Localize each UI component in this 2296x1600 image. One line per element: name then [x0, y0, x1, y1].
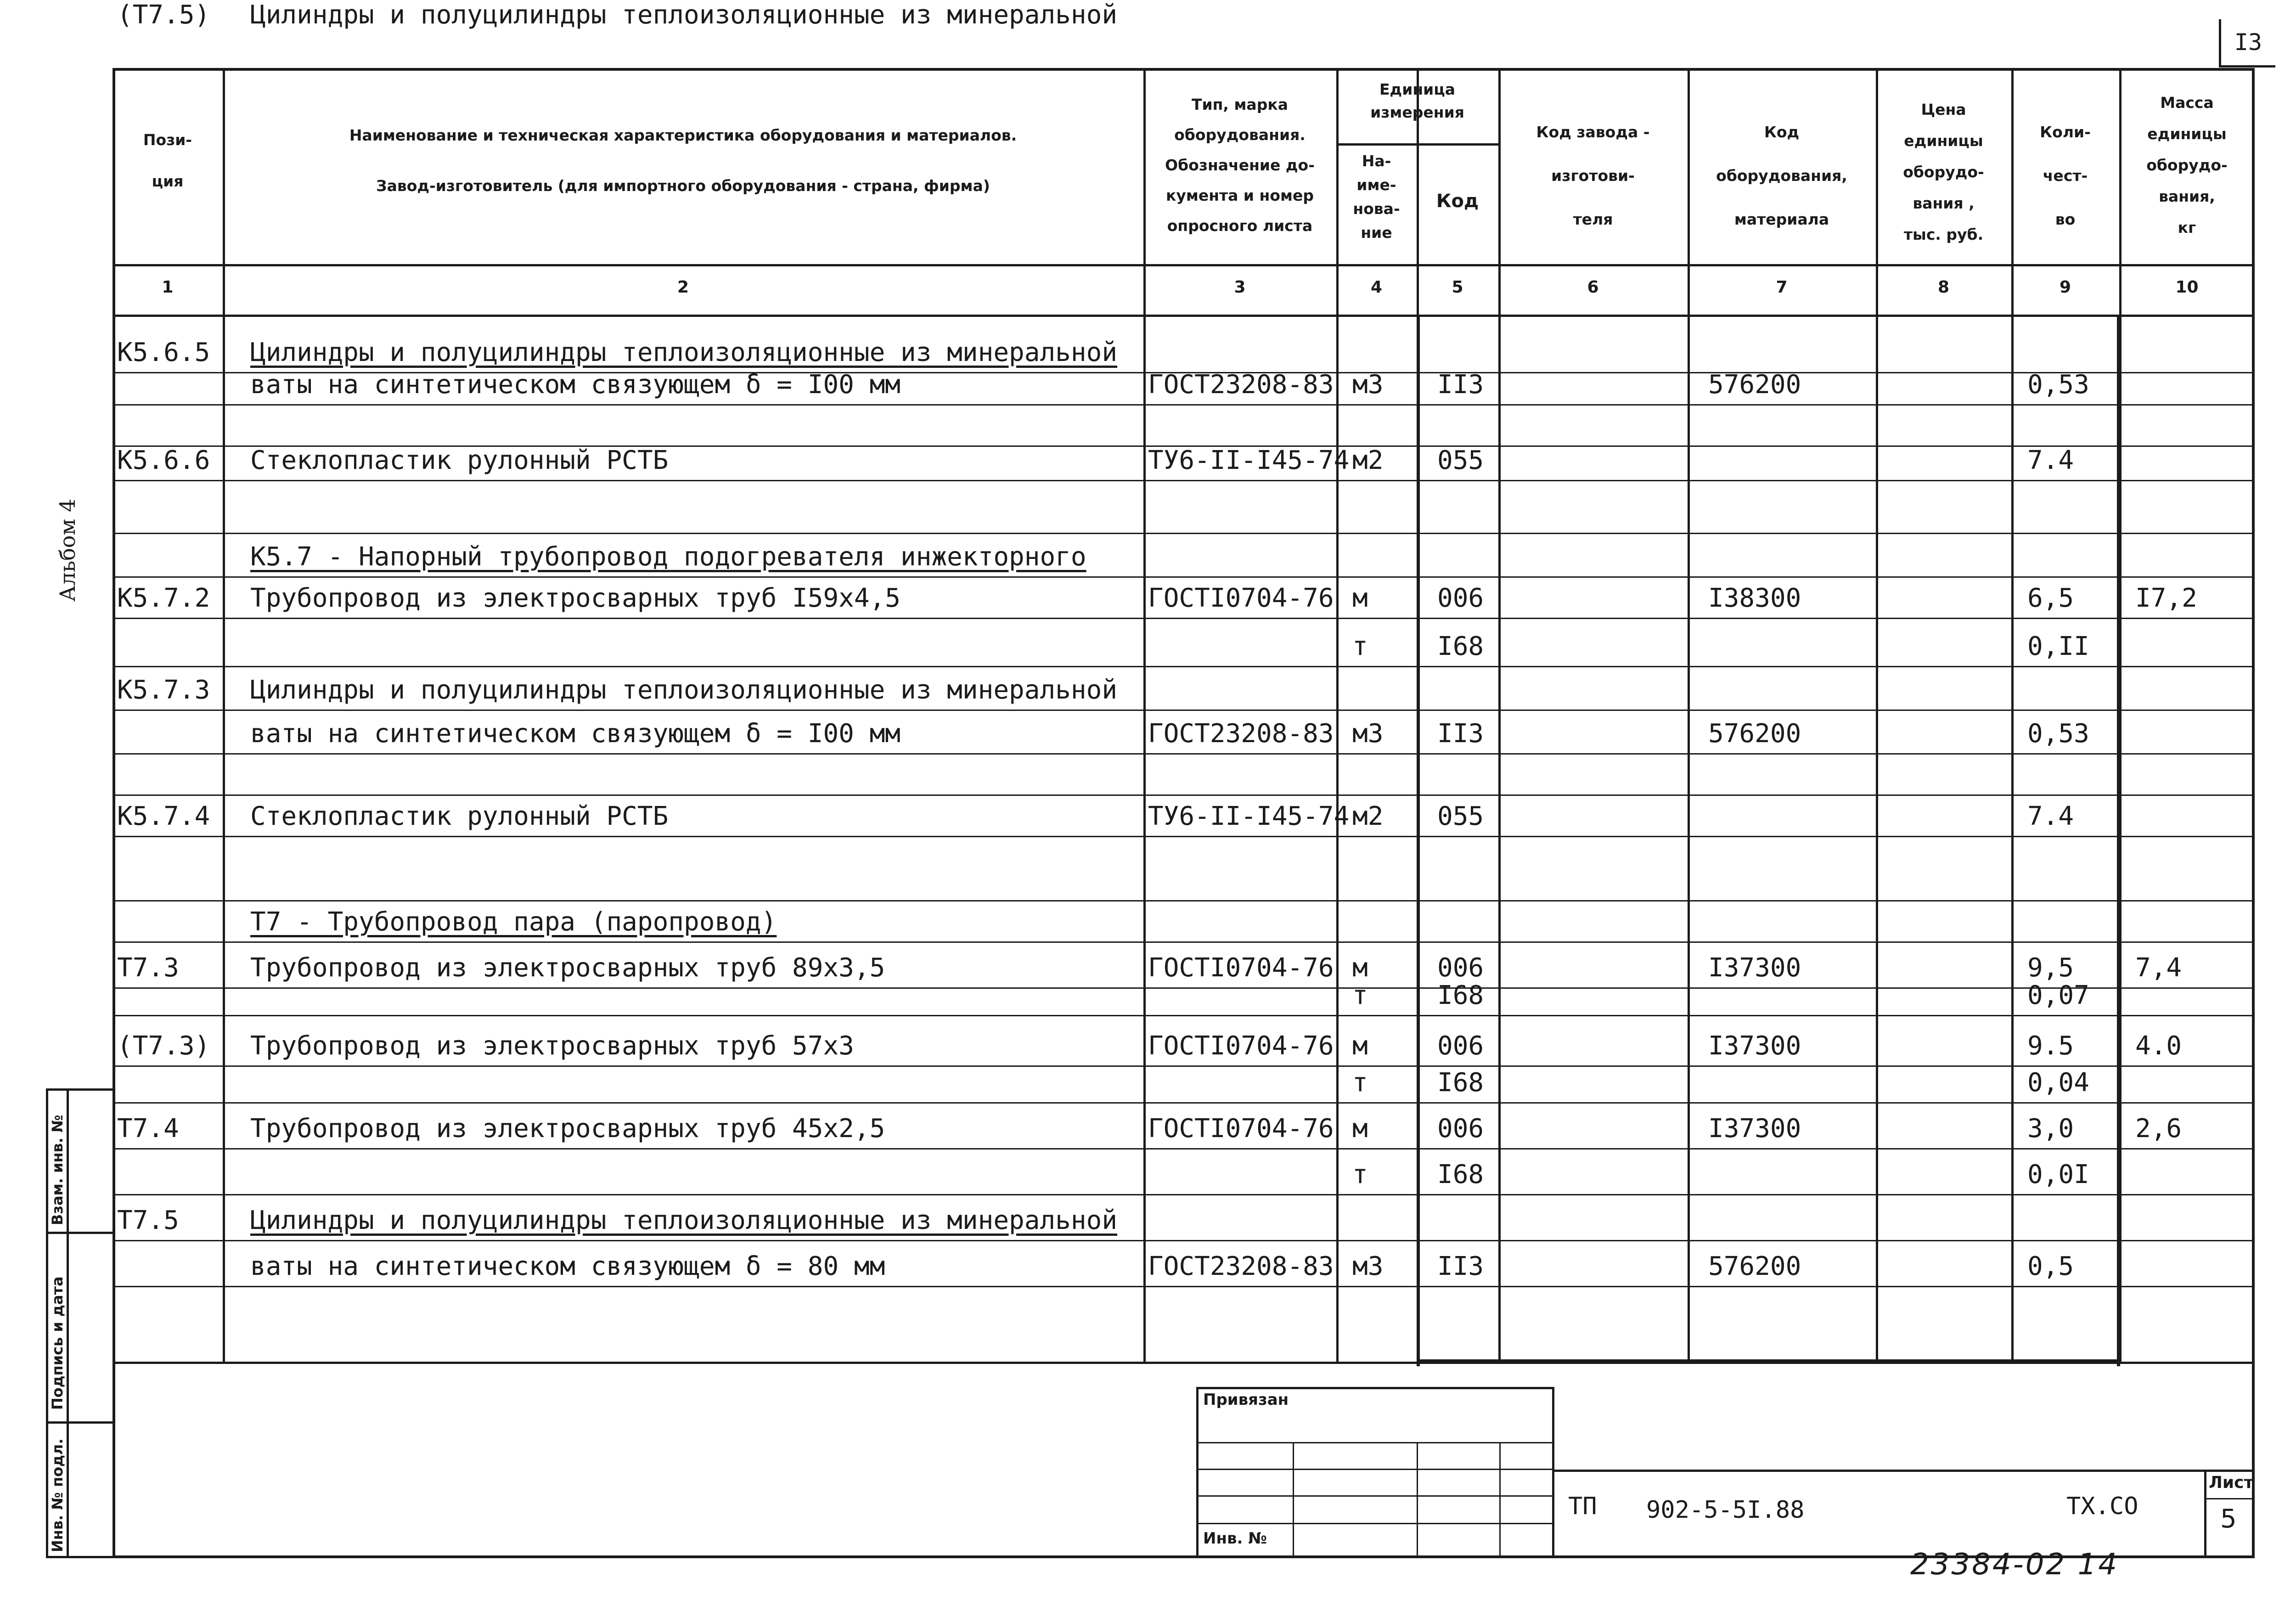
qty-cell: 0,0I	[2027, 1160, 2089, 1189]
column-number: 3	[1234, 278, 1246, 297]
row-divider	[113, 480, 2255, 481]
name-cell: Цилиндры и полуцилиндры теплоизоляционные из минеральной	[250, 0, 1118, 30]
code-cell: 055	[1437, 801, 1484, 831]
unit-cell: т	[1352, 980, 1368, 1010]
column-divider	[1143, 68, 1146, 1362]
code-cell: I68	[1437, 1160, 1484, 1189]
code-cell: II3	[1437, 370, 1484, 400]
header-price-line: единицы	[1904, 132, 1983, 150]
row-divider	[113, 987, 2255, 989]
column-divider	[1876, 68, 1878, 1362]
header-factory-line: Код завода -	[1536, 123, 1650, 141]
name-cell: ваты на синтетическом связующем δ = I00 мм	[250, 370, 901, 400]
name-cell: Стеклопластик рулонный РСТБ	[250, 801, 669, 831]
name-cell: Т7 - Трубопровод пара (паропровод)	[250, 907, 777, 937]
row-divider	[113, 710, 2255, 711]
bound-label: Привязан	[1203, 1391, 1289, 1409]
name-cell: Трубопровод из электросварных труб 45x2,5	[250, 1114, 885, 1144]
header-mass-line: оборудо-	[2146, 156, 2228, 174]
header-price-line: тыс. руб.	[1903, 225, 1984, 243]
mass-cell: I7,2	[2135, 583, 2197, 613]
header-type-line: Тип, марка	[1192, 96, 1288, 113]
header-factory	[1498, 110, 1688, 241]
block-border	[2117, 317, 2120, 1366]
header-price-line: оборудо-	[1903, 163, 1984, 181]
header-unit-group-line: Единица	[1379, 80, 1455, 98]
name-cell: Цилиндры и полуцилиндры теплоизоляционные из минеральной	[250, 675, 1118, 705]
qty-cell: 6,5	[2027, 583, 2074, 613]
row-divider	[113, 666, 2255, 667]
header-type-line: Обозначение до-	[1165, 156, 1315, 174]
header-name-line: Наименование и техническая характеристика оборудования и материалов.	[349, 126, 1017, 144]
position-cell: К5.6.6	[117, 445, 210, 475]
name-cell: Трубопровод из электросварных труб I59x4,5	[250, 583, 901, 613]
qty-cell: 9.5	[2027, 1031, 2074, 1061]
header-qty-line: Коли-	[2040, 123, 2091, 141]
code-cell: 006	[1437, 1114, 1484, 1144]
row-divider	[113, 1015, 2255, 1016]
type-cell: ГОСТ23208-83	[1148, 719, 1334, 749]
sheet-number: I3	[2219, 19, 2275, 68]
position-cell: К5.7.3	[117, 675, 210, 705]
equip-code-cell: I37300	[1708, 1031, 1801, 1061]
equip-code-cell: I37300	[1708, 1114, 1801, 1144]
row-divider	[113, 753, 2255, 755]
header-divider	[113, 264, 2255, 266]
code-cell: 006	[1437, 583, 1484, 613]
column-divider	[2011, 68, 2014, 1362]
mass-cell: 4.0	[2135, 1031, 2182, 1061]
header-type-line: оборудования.	[1174, 126, 1306, 144]
unit-cell: м3	[1352, 1251, 1384, 1281]
unit-cell: м2	[1352, 801, 1384, 831]
code-cell: II3	[1437, 719, 1484, 749]
header-qty-line: чест-	[2043, 167, 2088, 185]
side-stamp-repl-inv: Взам. инв. №	[49, 1115, 66, 1225]
column-number: 4	[1370, 278, 1383, 297]
side-stamp-sign-date: Подпись и дата	[49, 1276, 66, 1410]
column-number: 7	[1776, 278, 1788, 297]
header-price-line: Цена	[1921, 101, 1966, 118]
name-cell: Цилиндры и полуцилиндры теплоизоляционные из минеральной	[250, 338, 1118, 367]
code-cell: 006	[1437, 953, 1484, 983]
column-divider	[1336, 68, 1339, 1362]
unit-cell: м	[1352, 1114, 1368, 1144]
unit-group-divider	[1336, 143, 1498, 146]
name-cell: Трубопровод из электросварных труб 57x3	[250, 1031, 854, 1061]
qty-cell: 0,5	[2027, 1251, 2074, 1281]
type-cell: ГОСТ23208-83	[1148, 1251, 1334, 1281]
header-equip-code-line: оборудования,	[1716, 167, 1847, 185]
qty-cell: 0,07	[2027, 980, 2089, 1010]
code-cell: 055	[1437, 445, 1484, 475]
block-border	[1417, 317, 1420, 1366]
header-type-line: опросного листа	[1167, 217, 1313, 235]
row-divider	[113, 404, 2255, 406]
header-position	[113, 119, 223, 202]
header-unit-name-line: ние	[1361, 224, 1392, 242]
unit-cell: м3	[1352, 719, 1384, 749]
position-cell: К5.7.2	[117, 583, 210, 613]
column-number: 8	[1937, 278, 1950, 297]
name-cell: Стеклопластик рулонный РСТБ	[250, 445, 669, 475]
column-divider	[223, 68, 225, 1362]
header-mass-line: кг	[2178, 219, 2196, 237]
unit-cell: м	[1352, 583, 1368, 613]
header-type	[1143, 90, 1336, 241]
type-cell: ГОСТI0704-76	[1148, 583, 1334, 613]
header-mass-line: вания,	[2159, 187, 2215, 205]
column-number: 9	[2059, 278, 2071, 297]
header-factory-line: изготови-	[1551, 167, 1635, 185]
unit-cell: м	[1352, 953, 1368, 983]
equip-code-cell: 576200	[1708, 370, 1801, 400]
header-mass-line: единицы	[2147, 125, 2227, 143]
position-cell: (Т7.5)	[117, 0, 210, 30]
header-position-line: ция	[152, 172, 184, 190]
column-divider	[1498, 68, 1501, 1362]
handwritten-number: 23384-02 14	[1910, 1548, 2119, 1582]
column-number: 5	[1452, 278, 1463, 297]
qty-cell: 0,04	[2027, 1068, 2089, 1098]
position-cell: Т7.5	[117, 1206, 179, 1235]
header-unit-code: Код	[1436, 191, 1479, 212]
qty-cell: 9,5	[2027, 953, 2074, 983]
row-divider	[113, 618, 2255, 619]
column-divider	[1688, 68, 1690, 1362]
type-cell: ТУ6-II-I45-74	[1148, 801, 1350, 831]
name-cell: К5.7 - Напорный трубопровод подогревателя инжекторного	[250, 542, 1086, 572]
equip-code-cell: I37300	[1708, 953, 1801, 983]
row-divider	[113, 1102, 2255, 1104]
header-unit-group	[1336, 78, 1498, 124]
code-cell: I68	[1437, 980, 1484, 1010]
unit-cell: м3	[1352, 370, 1384, 400]
header-unit-group-line: измерения	[1370, 103, 1464, 121]
name-cell: ваты на синтетическом связующем δ = 80 мм	[250, 1251, 885, 1281]
row-divider	[113, 1240, 2255, 1241]
equip-code-cell: 576200	[1708, 1251, 1801, 1281]
type-cell: ГОСТI0704-76	[1148, 1114, 1334, 1144]
tp-label: ТП	[1568, 1493, 1597, 1520]
header-unit-name-line: нова-	[1353, 200, 1400, 218]
position-cell: К5.7.4	[117, 801, 210, 831]
position-cell: К5.6.5	[117, 338, 210, 367]
album-label: Альбом 4	[55, 498, 80, 602]
row-divider	[113, 794, 2255, 796]
header-mass-line: Масса	[2160, 94, 2214, 112]
header-price	[1876, 94, 2011, 250]
row-divider	[113, 941, 2255, 943]
header-name-line: Завод-изготовитель (для импортного оборудования - страна, фирма)	[376, 177, 990, 195]
header-price-line: вания ,	[1913, 194, 1975, 212]
row-divider	[113, 1148, 2255, 1149]
header-position-line: Пози-	[143, 131, 192, 149]
header-equip-code	[1688, 110, 1876, 241]
header-type-line: кумента и номер	[1165, 186, 1314, 204]
header-unit-name-line: На-	[1362, 152, 1391, 170]
type-cell: ТУ6-II-I45-74	[1148, 445, 1350, 475]
name-cell: ваты на синтетическом связующем δ = I00 мм	[250, 719, 901, 749]
unit-cell: м2	[1352, 445, 1384, 475]
column-number: 1	[162, 278, 174, 297]
header-equip-code-line: Код	[1764, 123, 1800, 141]
header-mass	[2119, 87, 2255, 243]
type-cell: ГОСТI0704-76	[1148, 953, 1334, 983]
unit-cell: м	[1352, 1031, 1368, 1061]
position-cell: Т7.4	[117, 1114, 179, 1144]
row-divider	[113, 1065, 2255, 1067]
column-number: 2	[677, 278, 689, 297]
type-cell: ГОСТI0704-76	[1148, 1031, 1334, 1061]
qty-cell: 7.4	[2027, 445, 2074, 475]
column-number: 10	[2175, 278, 2199, 297]
equip-code-cell: 576200	[1708, 719, 1801, 749]
name-cell: Трубопровод из электросварных труб 89x3,5	[250, 953, 885, 983]
row-divider	[113, 576, 2255, 578]
sheet-value: 5	[2220, 1504, 2237, 1534]
project-code: 902-5-5I.88	[1646, 1496, 1805, 1524]
mass-cell: 7,4	[2135, 953, 2182, 983]
unit-cell: т	[1352, 1160, 1368, 1189]
inv-label: Инв. №	[1203, 1529, 1267, 1548]
column-number: 6	[1587, 278, 1599, 297]
code-cell: I68	[1437, 631, 1484, 661]
header-qty-line: во	[2055, 210, 2076, 228]
header-factory-line: теля	[1573, 210, 1613, 228]
header-name	[223, 110, 1143, 211]
row-divider	[113, 836, 2255, 837]
row-divider	[113, 1286, 2255, 1287]
qty-cell: 7.4	[2027, 801, 2074, 831]
row-divider	[113, 1194, 2255, 1195]
side-stamp-inv-orig: Инв. № подл.	[49, 1438, 66, 1552]
code-cell: II3	[1437, 1251, 1484, 1281]
mass-cell: 2,6	[2135, 1114, 2182, 1144]
code-cell: 006	[1437, 1031, 1484, 1061]
qty-cell: 3,0	[2027, 1114, 2074, 1144]
position-cell: (Т7.3)	[117, 1031, 210, 1061]
code-cell: I68	[1437, 1068, 1484, 1098]
type-cell: ГОСТ23208-83	[1148, 370, 1334, 400]
header-divider	[113, 315, 2255, 317]
name-cell: Цилиндры и полуцилиндры теплоизоляционные из минеральной	[250, 1206, 1118, 1235]
unit-cell: т	[1352, 631, 1368, 661]
sheet-label: Лист	[2209, 1473, 2254, 1492]
equip-code-cell: I38300	[1708, 583, 1801, 613]
header-qty	[2011, 110, 2119, 241]
header-equip-code-line: материала	[1734, 210, 1829, 228]
row-divider	[113, 900, 2255, 901]
row-divider	[113, 533, 2255, 534]
qty-cell: 0,53	[2027, 370, 2089, 400]
header-unit-name-line: име-	[1356, 176, 1396, 194]
unit-cell: т	[1352, 1068, 1368, 1098]
qty-cell: 0,II	[2027, 631, 2089, 661]
header-unit-name	[1336, 149, 1417, 245]
qty-cell: 0,53	[2027, 719, 2089, 749]
position-cell: Т7.3	[117, 953, 179, 983]
doc-code: ТХ.СО	[2066, 1493, 2138, 1520]
